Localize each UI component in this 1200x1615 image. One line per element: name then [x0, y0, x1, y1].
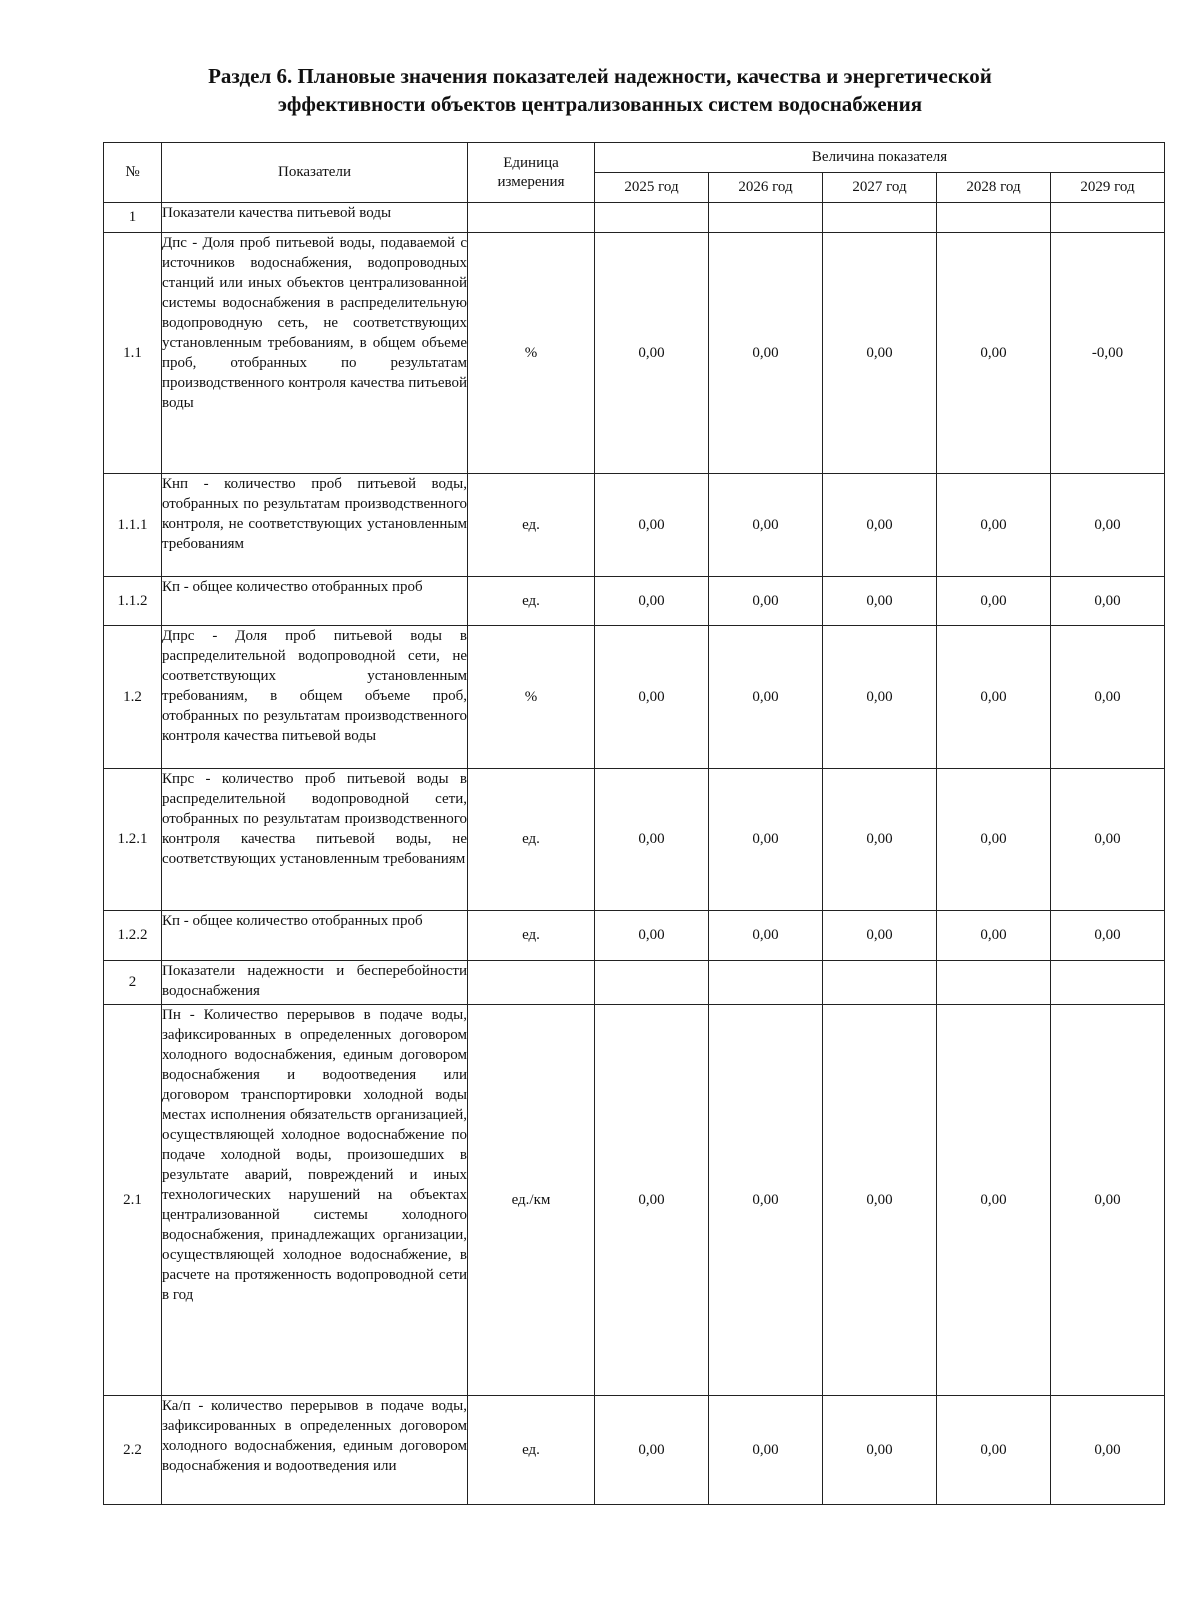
- row-value: 0,00: [937, 626, 1051, 769]
- row-value: 0,00: [1051, 911, 1165, 961]
- row-value: 0,00: [1051, 769, 1165, 911]
- row-number: 2.1: [104, 1005, 162, 1396]
- row-value: 0,00: [823, 1005, 937, 1396]
- row-value: 0,00: [709, 474, 823, 577]
- row-value: 0,00: [595, 769, 709, 911]
- header-year: 2025 год: [595, 173, 709, 203]
- row-indicator-name: Кнп - количество проб питьевой воды, отобранных по результатам производственного контроля, не соответствующих установленным требованиям: [162, 474, 468, 577]
- row-value: 0,00: [823, 769, 937, 911]
- header-name: Показатели: [162, 143, 468, 203]
- row-indicator-name: Кп - общее количество отобранных проб: [162, 911, 468, 961]
- header-year: 2026 год: [709, 173, 823, 203]
- row-value: [823, 203, 937, 233]
- row-value: 0,00: [823, 233, 937, 474]
- row-value: -0,00: [1051, 233, 1165, 474]
- row-indicator-name: Кпрс - количество проб питьевой воды в распределительной водопроводной сети, отобранных по результатам производственного контроля качества питьевой воды, не соответствующих установленным требованиям: [162, 769, 468, 911]
- title-line-1: Раздел 6. Плановые значения показателей надежности, качества и энергетической: [208, 64, 992, 88]
- row-unit: ед.: [468, 1396, 595, 1505]
- header-unit: Единица измерения: [468, 143, 595, 203]
- row-indicator-name: Показатели надежности и бесперебойности водоснабжения: [162, 961, 468, 1005]
- row-unit: %: [468, 233, 595, 474]
- header-year: 2029 год: [1051, 173, 1165, 203]
- table-row: [104, 203, 1165, 233]
- table-row: [104, 577, 1165, 626]
- row-value: 0,00: [1051, 626, 1165, 769]
- table-body: [104, 203, 1165, 1505]
- row-value: [1051, 203, 1165, 233]
- row-value: 0,00: [937, 1005, 1051, 1396]
- row-value: [595, 961, 709, 1005]
- row-value: [1051, 961, 1165, 1005]
- row-value: 0,00: [595, 626, 709, 769]
- row-value: 0,00: [1051, 1396, 1165, 1505]
- row-value: [937, 203, 1051, 233]
- row-value: 0,00: [595, 1396, 709, 1505]
- row-value: 0,00: [709, 233, 823, 474]
- table-row: [104, 233, 1165, 474]
- row-indicator-name: Показатели качества питьевой воды: [162, 203, 468, 233]
- row-value: 0,00: [595, 233, 709, 474]
- table-row: [104, 1005, 1165, 1396]
- row-number: 1.1.1: [104, 474, 162, 577]
- row-indicator-name: Ка/п - количество перерывов в подаче воды, зафиксированных в определенных договором холодного водоснабжения, единым договором водоснабжения и водоотведения или: [162, 1396, 468, 1505]
- row-value: 0,00: [823, 474, 937, 577]
- row-value: 0,00: [595, 474, 709, 577]
- row-unit: [468, 203, 595, 233]
- row-value: 0,00: [709, 577, 823, 626]
- row-indicator-name: Кп - общее количество отобранных проб: [162, 577, 468, 626]
- row-unit: %: [468, 626, 595, 769]
- table-header: [104, 143, 1165, 203]
- row-value: 0,00: [823, 1396, 937, 1505]
- row-value: [709, 203, 823, 233]
- row-value: 0,00: [709, 626, 823, 769]
- row-value: 0,00: [937, 474, 1051, 577]
- row-value: 0,00: [595, 911, 709, 961]
- row-number: 2: [104, 961, 162, 1005]
- row-value: 0,00: [709, 1396, 823, 1505]
- row-number: 1.1: [104, 233, 162, 474]
- row-unit: ед./км: [468, 1005, 595, 1396]
- indicators-table: [103, 142, 1165, 1505]
- row-value: 0,00: [937, 1396, 1051, 1505]
- row-unit: ед.: [468, 577, 595, 626]
- title-line-2: эффективности объектов централизованных систем водоснабжения: [277, 92, 923, 116]
- header-year: 2028 год: [937, 173, 1051, 203]
- table-row: [104, 961, 1165, 1005]
- page-title: [100, 62, 1100, 118]
- header-year: 2027 год: [823, 173, 937, 203]
- row-value: 0,00: [937, 911, 1051, 961]
- header-num: №: [104, 143, 162, 203]
- row-value: 0,00: [595, 577, 709, 626]
- row-number: 2.2: [104, 1396, 162, 1505]
- row-number: 1.2.1: [104, 769, 162, 911]
- row-value: 0,00: [823, 577, 937, 626]
- table-row: [104, 769, 1165, 911]
- row-indicator-name: Дпс - Доля проб питьевой воды, подаваемой с источников водоснабжения, водопроводных станций или иных объектов централизованной системы водоснабжения в распределительную водопроводную сеть, не соответствующих установленным требованиям, в общем объеме проб, отобранных по результатам производственного контроля качества питьевой воды: [162, 233, 468, 474]
- row-indicator-name: Дпрс - Доля проб питьевой воды в распределительной водопроводной сети, не соответствующих установленным требованиям, в общем объеме проб, отобранных по результатам производственного контроля качества питьевой воды: [162, 626, 468, 769]
- row-value: 0,00: [823, 626, 937, 769]
- row-number: 1.2.2: [104, 911, 162, 961]
- row-value: 0,00: [1051, 577, 1165, 626]
- row-value: 0,00: [1051, 474, 1165, 577]
- row-value: [937, 961, 1051, 1005]
- row-value: 0,00: [709, 769, 823, 911]
- row-unit: ед.: [468, 474, 595, 577]
- table-row: [104, 474, 1165, 577]
- row-value: [823, 961, 937, 1005]
- row-value: [709, 961, 823, 1005]
- row-value: 0,00: [823, 911, 937, 961]
- row-value: 0,00: [595, 1005, 709, 1396]
- row-value: [595, 203, 709, 233]
- row-value: 0,00: [937, 769, 1051, 911]
- row-value: 0,00: [937, 577, 1051, 626]
- row-value: 0,00: [1051, 1005, 1165, 1396]
- header-value-group: Величина показателя: [595, 143, 1165, 173]
- row-unit: [468, 961, 595, 1005]
- row-number: 1.2: [104, 626, 162, 769]
- table-row: [104, 911, 1165, 961]
- row-unit: ед.: [468, 769, 595, 911]
- table-row: [104, 1396, 1165, 1505]
- row-indicator-name: Пн - Количество перерывов в подаче воды, зафиксированных в определенных договором холодного водоснабжения, единым договором водоснабжения и водоотведения или договором транспортировки холодной воды местах исполнения обязательств организацией, осуществляющей холодное водоснабжение по подаче холодной воды, произошедших в результате аварий, повреждений и иных технологических нарушений на объектах централизованной системы холодного водоснабжения, принадлежащих организации, осуществляющей холодное водоснабжение, в расчете на протяженность водопроводной сети в год: [162, 1005, 468, 1396]
- table-row: [104, 626, 1165, 769]
- row-value: 0,00: [709, 1005, 823, 1396]
- row-value: 0,00: [937, 233, 1051, 474]
- row-number: 1.1.2: [104, 577, 162, 626]
- row-value: 0,00: [709, 911, 823, 961]
- row-number: 1: [104, 203, 162, 233]
- row-unit: ед.: [468, 911, 595, 961]
